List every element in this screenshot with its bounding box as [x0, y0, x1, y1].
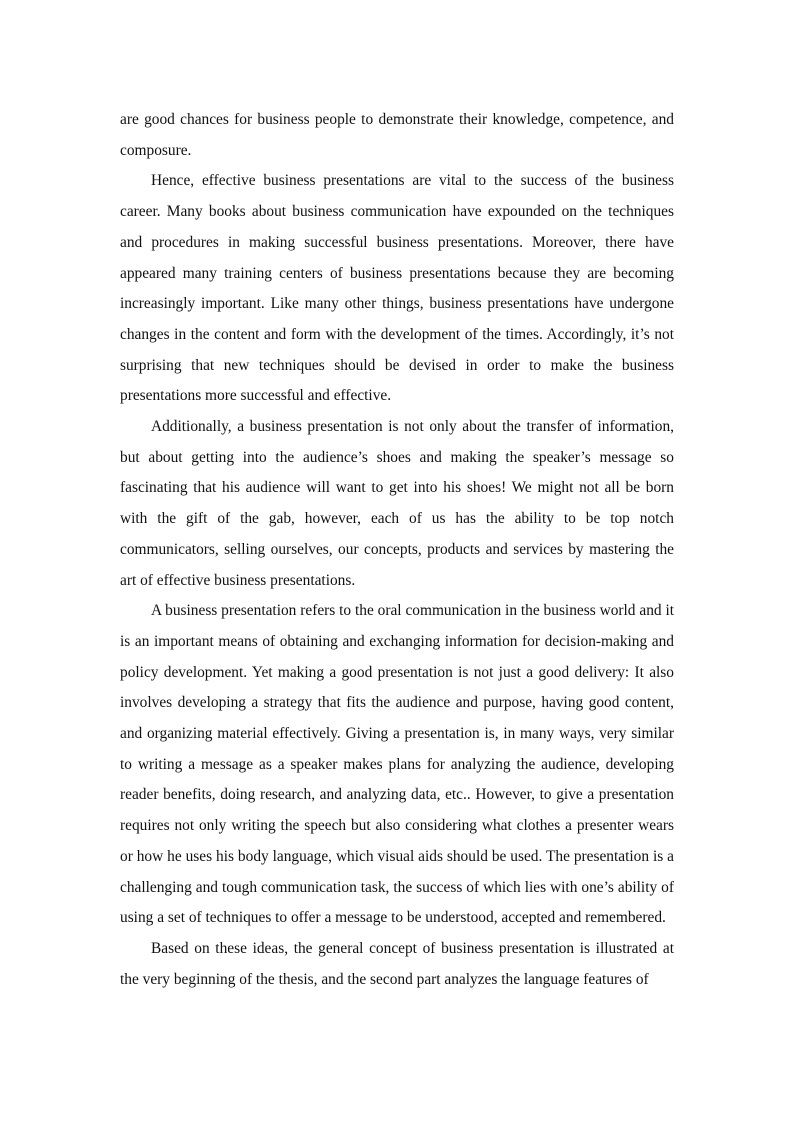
paragraph-definition: A business presentation refers to the oral communication in the business world and it is an important means of obtaining and exchanging information for decision-making and policy development. Yet making a good presentation is not just a good delivery: It also involves developing a strategy that fits the audience and purpose, having good content, and organizing material effectively. Giving a presentation is, in many ways, very similar to writing a message as a speaker makes plans for analyzing the audience, developing reader benefits, doing research, and analyzing data, etc.. However, to give a presentation requires not only writing the speech but also considering what clothes a presenter wears or how he uses his body language, which visual aids should be used. The presentation is a challenging and tough communication task, the success of which lies with one’s ability of using a set of techniques to offer a message to be understood, accepted and remembered.: [120, 602, 674, 927]
paragraph-continuation: are good chances for business people to demonstrate their knowledge, competence, and composure.: [120, 111, 674, 159]
paragraph-thesis-outline: Based on these ideas, the general concept of business presentation is illustrated at the very beginning of the thesis, and the second part analyzes the language features of: [120, 939, 674, 988]
document-page: [120, 105, 674, 995]
paragraph-effective-presentations: Hence, effective business presentations are vital to the success of the business career. Many books about business communication have expounded on the techniques and procedures in making successful business presentations. Moreover, there have appeared many training centers of business presentations because they are becoming increasingly important. Like many other things, business presentations have undergone changes in the content and form with the development of the times. Accordingly, it’s not surprising that new techniques should be devised in order to make the business presentations more successful and effective.: [120, 172, 674, 405]
paragraph-audience-shoes: Additionally, a business presentation is not only about the transfer of information, but about getting into the audience’s shoes and making the speaker’s message so fascinating that his audience will want to get into his shoes! We might not all be born with the gift of the gab, however, each of us has the ability to be top notch communicators, selling ourselves, our concepts, products and services by mastering the art of effective business presentations.: [120, 418, 674, 589]
